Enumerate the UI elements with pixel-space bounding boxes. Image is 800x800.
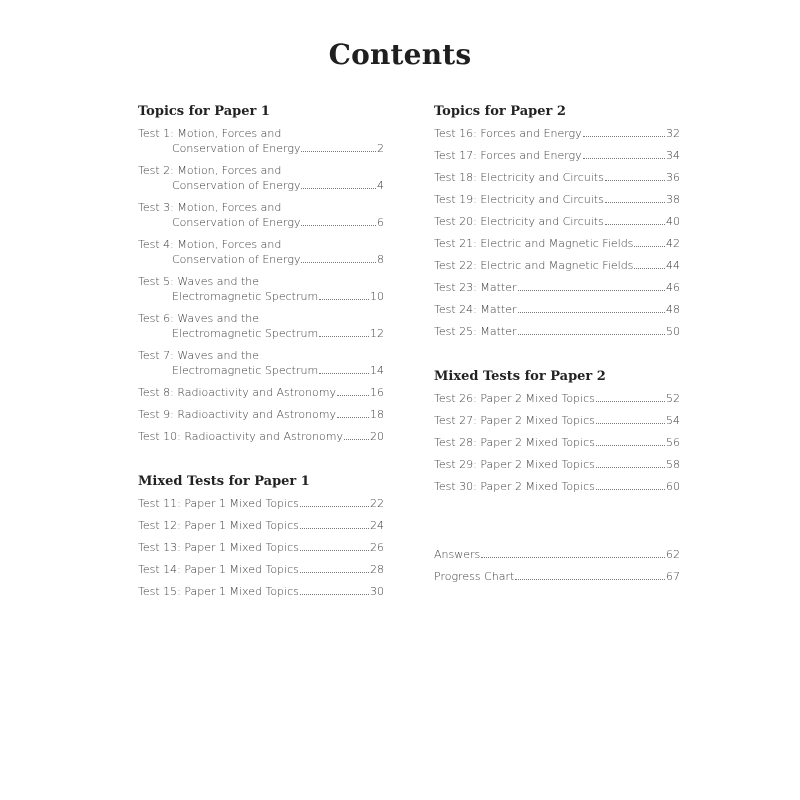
dot-leader (605, 215, 665, 225)
toc-page-number: 58 (666, 458, 680, 471)
page-title: Contents (328, 38, 472, 71)
mixed-paper-1-heading: Mixed Tests for Paper 1 (138, 474, 310, 489)
toc-entry[interactable] (138, 385, 384, 400)
toc-entry[interactable] (434, 214, 680, 229)
toc-entry-title: Test 22: Electric and Magnetic Fields (434, 259, 634, 272)
dot-leader (319, 290, 369, 300)
toc-page-number: 50 (666, 325, 680, 338)
toc-entry[interactable] (434, 391, 680, 406)
toc-entry[interactable] (138, 429, 384, 444)
toc-entry[interactable] (138, 237, 384, 267)
toc-entry-title: Test 14: Paper 1 Mixed Topics (138, 563, 299, 576)
toc-entry-title: Test 24: Matter (434, 303, 517, 316)
toc-page-number: 30 (370, 585, 384, 598)
toc-entry[interactable] (434, 569, 680, 584)
toc-page-number: 56 (666, 436, 680, 449)
dot-leader (337, 386, 369, 396)
toc-entry[interactable] (434, 148, 680, 163)
toc-entry-title: Test 29: Paper 2 Mixed Topics (434, 458, 595, 471)
toc-page-number: 46 (666, 281, 680, 294)
dot-leader (596, 392, 665, 402)
dot-leader (596, 436, 665, 446)
toc-page-number: 62 (666, 548, 680, 561)
toc-entry-title: Test 26: Paper 2 Mixed Topics (434, 392, 595, 405)
left-column (138, 104, 384, 599)
toc-entry[interactable] (434, 302, 680, 317)
toc-entry-title: Test 7: Waves and the (138, 349, 260, 362)
toc-entry-title: Test 23: Matter (434, 281, 517, 294)
dot-leader (337, 408, 369, 418)
toc-page-number: 26 (370, 541, 384, 554)
dot-leader (319, 364, 369, 374)
toc-page-number: 36 (666, 171, 680, 184)
toc-entry-title: Test 4: Motion, Forces and (138, 238, 282, 251)
dot-leader (300, 541, 369, 551)
toc-entry[interactable] (434, 413, 680, 428)
toc-page-number: 48 (666, 303, 680, 316)
toc-page-number: 6 (377, 216, 384, 229)
toc-entry[interactable] (434, 435, 680, 450)
toc-entry-title: Test 21: Electric and Magnetic Fields (434, 237, 634, 250)
toc-entry[interactable] (434, 547, 680, 562)
topics-paper-2-list (434, 126, 680, 339)
dot-leader (481, 548, 665, 558)
toc-entry[interactable] (138, 407, 384, 422)
dot-leader (605, 171, 665, 181)
toc-entry[interactable] (434, 457, 680, 472)
topics-paper-1-heading: Topics for Paper 1 (138, 104, 270, 119)
toc-entry[interactable] (138, 540, 384, 555)
toc-entry[interactable] (138, 126, 384, 156)
toc-entry[interactable] (138, 562, 384, 577)
toc-entry-title: Test 17: Forces and Energy (434, 149, 582, 162)
mixed-paper-1-list (138, 496, 384, 599)
toc-entry-subtitle: Electromagnetic Spectrum (172, 327, 319, 340)
dot-leader (583, 127, 665, 137)
toc-entry-title: Test 18: Electricity and Circuits (434, 171, 604, 184)
dot-leader (634, 237, 665, 247)
toc-entry-title: Test 12: Paper 1 Mixed Topics (138, 519, 299, 532)
toc-page-number: 14 (370, 364, 384, 377)
toc-entry-subtitle: Conservation of Energy (172, 253, 301, 266)
dot-leader (515, 570, 665, 580)
dot-leader (300, 497, 369, 507)
toc-page-number: 38 (666, 193, 680, 206)
toc-entry-subtitle: Conservation of Energy (172, 179, 301, 192)
toc-entry-title: Test 6: Waves and the (138, 312, 260, 325)
toc-entry-title: Test 25: Matter (434, 325, 517, 338)
toc-entry-title: Test 27: Paper 2 Mixed Topics (434, 414, 595, 427)
toc-entry-title: Answers (434, 548, 481, 561)
toc-entry-subtitle: Electromagnetic Spectrum (172, 290, 319, 303)
toc-entry-title: Test 28: Paper 2 Mixed Topics (434, 436, 595, 449)
toc-entry[interactable] (434, 324, 680, 339)
toc-page-number: 52 (666, 392, 680, 405)
dot-leader (301, 253, 376, 263)
toc-entry-subtitle: Conservation of Energy (172, 142, 301, 155)
topics-paper-1-list (138, 126, 384, 444)
dot-leader (634, 259, 665, 269)
toc-page-number: 18 (370, 408, 384, 421)
dot-leader (300, 563, 369, 573)
toc-entry-title: Test 19: Electricity and Circuits (434, 193, 604, 206)
toc-page-number: 40 (666, 215, 680, 228)
toc-entry[interactable] (434, 236, 680, 251)
toc-page-number: 10 (370, 290, 384, 303)
toc-entry-title: Test 5: Waves and the (138, 275, 260, 288)
mixed-paper-2-list (434, 391, 680, 494)
toc-entry[interactable] (138, 348, 384, 378)
toc-page-number: 54 (666, 414, 680, 427)
toc-entry-title: Test 20: Electricity and Circuits (434, 215, 604, 228)
toc-entry[interactable] (434, 170, 680, 185)
toc-entry-title: Test 16: Forces and Energy (434, 127, 582, 140)
dot-leader (605, 193, 665, 203)
dot-leader (301, 142, 376, 152)
dot-leader (301, 216, 376, 226)
toc-page-number: 34 (666, 149, 680, 162)
dot-leader (518, 303, 665, 313)
toc-entry[interactable] (434, 479, 680, 494)
dot-leader (583, 149, 665, 159)
toc-page-number: 67 (666, 570, 680, 583)
toc-entry[interactable] (138, 518, 384, 533)
toc-page-number: 28 (370, 563, 384, 576)
toc-page-number: 22 (370, 497, 384, 510)
topics-paper-2-heading: Topics for Paper 2 (434, 104, 566, 119)
right-column (434, 104, 680, 584)
toc-entry-title: Test 15: Paper 1 Mixed Topics (138, 585, 299, 598)
dot-leader (319, 327, 369, 337)
toc-entry[interactable] (434, 258, 680, 273)
toc-entry[interactable] (138, 163, 384, 193)
toc-page-number: 12 (370, 327, 384, 340)
toc-entry[interactable] (434, 192, 680, 207)
back-matter-list (434, 547, 680, 584)
dot-leader (596, 458, 665, 468)
toc-entry-title: Test 2: Motion, Forces and (138, 164, 282, 177)
toc-entry-title: Test 11: Paper 1 Mixed Topics (138, 497, 299, 510)
toc-entry-title: Test 1: Motion, Forces and (138, 127, 282, 140)
dot-leader (518, 325, 665, 335)
mixed-paper-2-heading: Mixed Tests for Paper 2 (434, 369, 606, 384)
toc-page-number: 8 (377, 253, 384, 266)
toc-entry[interactable] (434, 280, 680, 295)
toc-entry[interactable] (138, 496, 384, 511)
toc-page-number: 32 (666, 127, 680, 140)
toc-page-number: 24 (370, 519, 384, 532)
toc-entry-title: Test 10: Radioactivity and Astronomy (138, 430, 344, 443)
toc-entry-title: Progress Chart (434, 570, 515, 583)
dot-leader (596, 414, 665, 424)
toc-entry[interactable] (138, 311, 384, 341)
toc-entry-subtitle: Conservation of Energy (172, 216, 301, 229)
toc-entry[interactable] (434, 126, 680, 141)
toc-page-number: 42 (666, 237, 680, 250)
toc-entry[interactable] (138, 200, 384, 230)
toc-entry-title: Test 13: Paper 1 Mixed Topics (138, 541, 299, 554)
toc-entry[interactable] (138, 584, 384, 599)
toc-entry[interactable] (138, 274, 384, 304)
toc-page-number: 2 (377, 142, 384, 155)
toc-entry-title: Test 9: Radioactivity and Astronomy (138, 408, 337, 421)
toc-page-number: 44 (666, 259, 680, 272)
toc-page-number: 20 (370, 430, 384, 443)
dot-leader (300, 519, 369, 529)
toc-entry-title: Test 30: Paper 2 Mixed Topics (434, 480, 595, 493)
dot-leader (596, 480, 665, 490)
toc-page-number: 16 (370, 386, 384, 399)
toc-entry-title: Test 8: Radioactivity and Astronomy (138, 386, 337, 399)
dot-leader (301, 179, 376, 189)
toc-entry-title: Test 3: Motion, Forces and (138, 201, 282, 214)
dot-leader (300, 585, 369, 595)
toc-page-number: 60 (666, 480, 680, 493)
dot-leader (344, 430, 369, 440)
toc-entry-subtitle: Electromagnetic Spectrum (172, 364, 319, 377)
toc-page-number: 4 (377, 179, 384, 192)
dot-leader (518, 281, 665, 291)
